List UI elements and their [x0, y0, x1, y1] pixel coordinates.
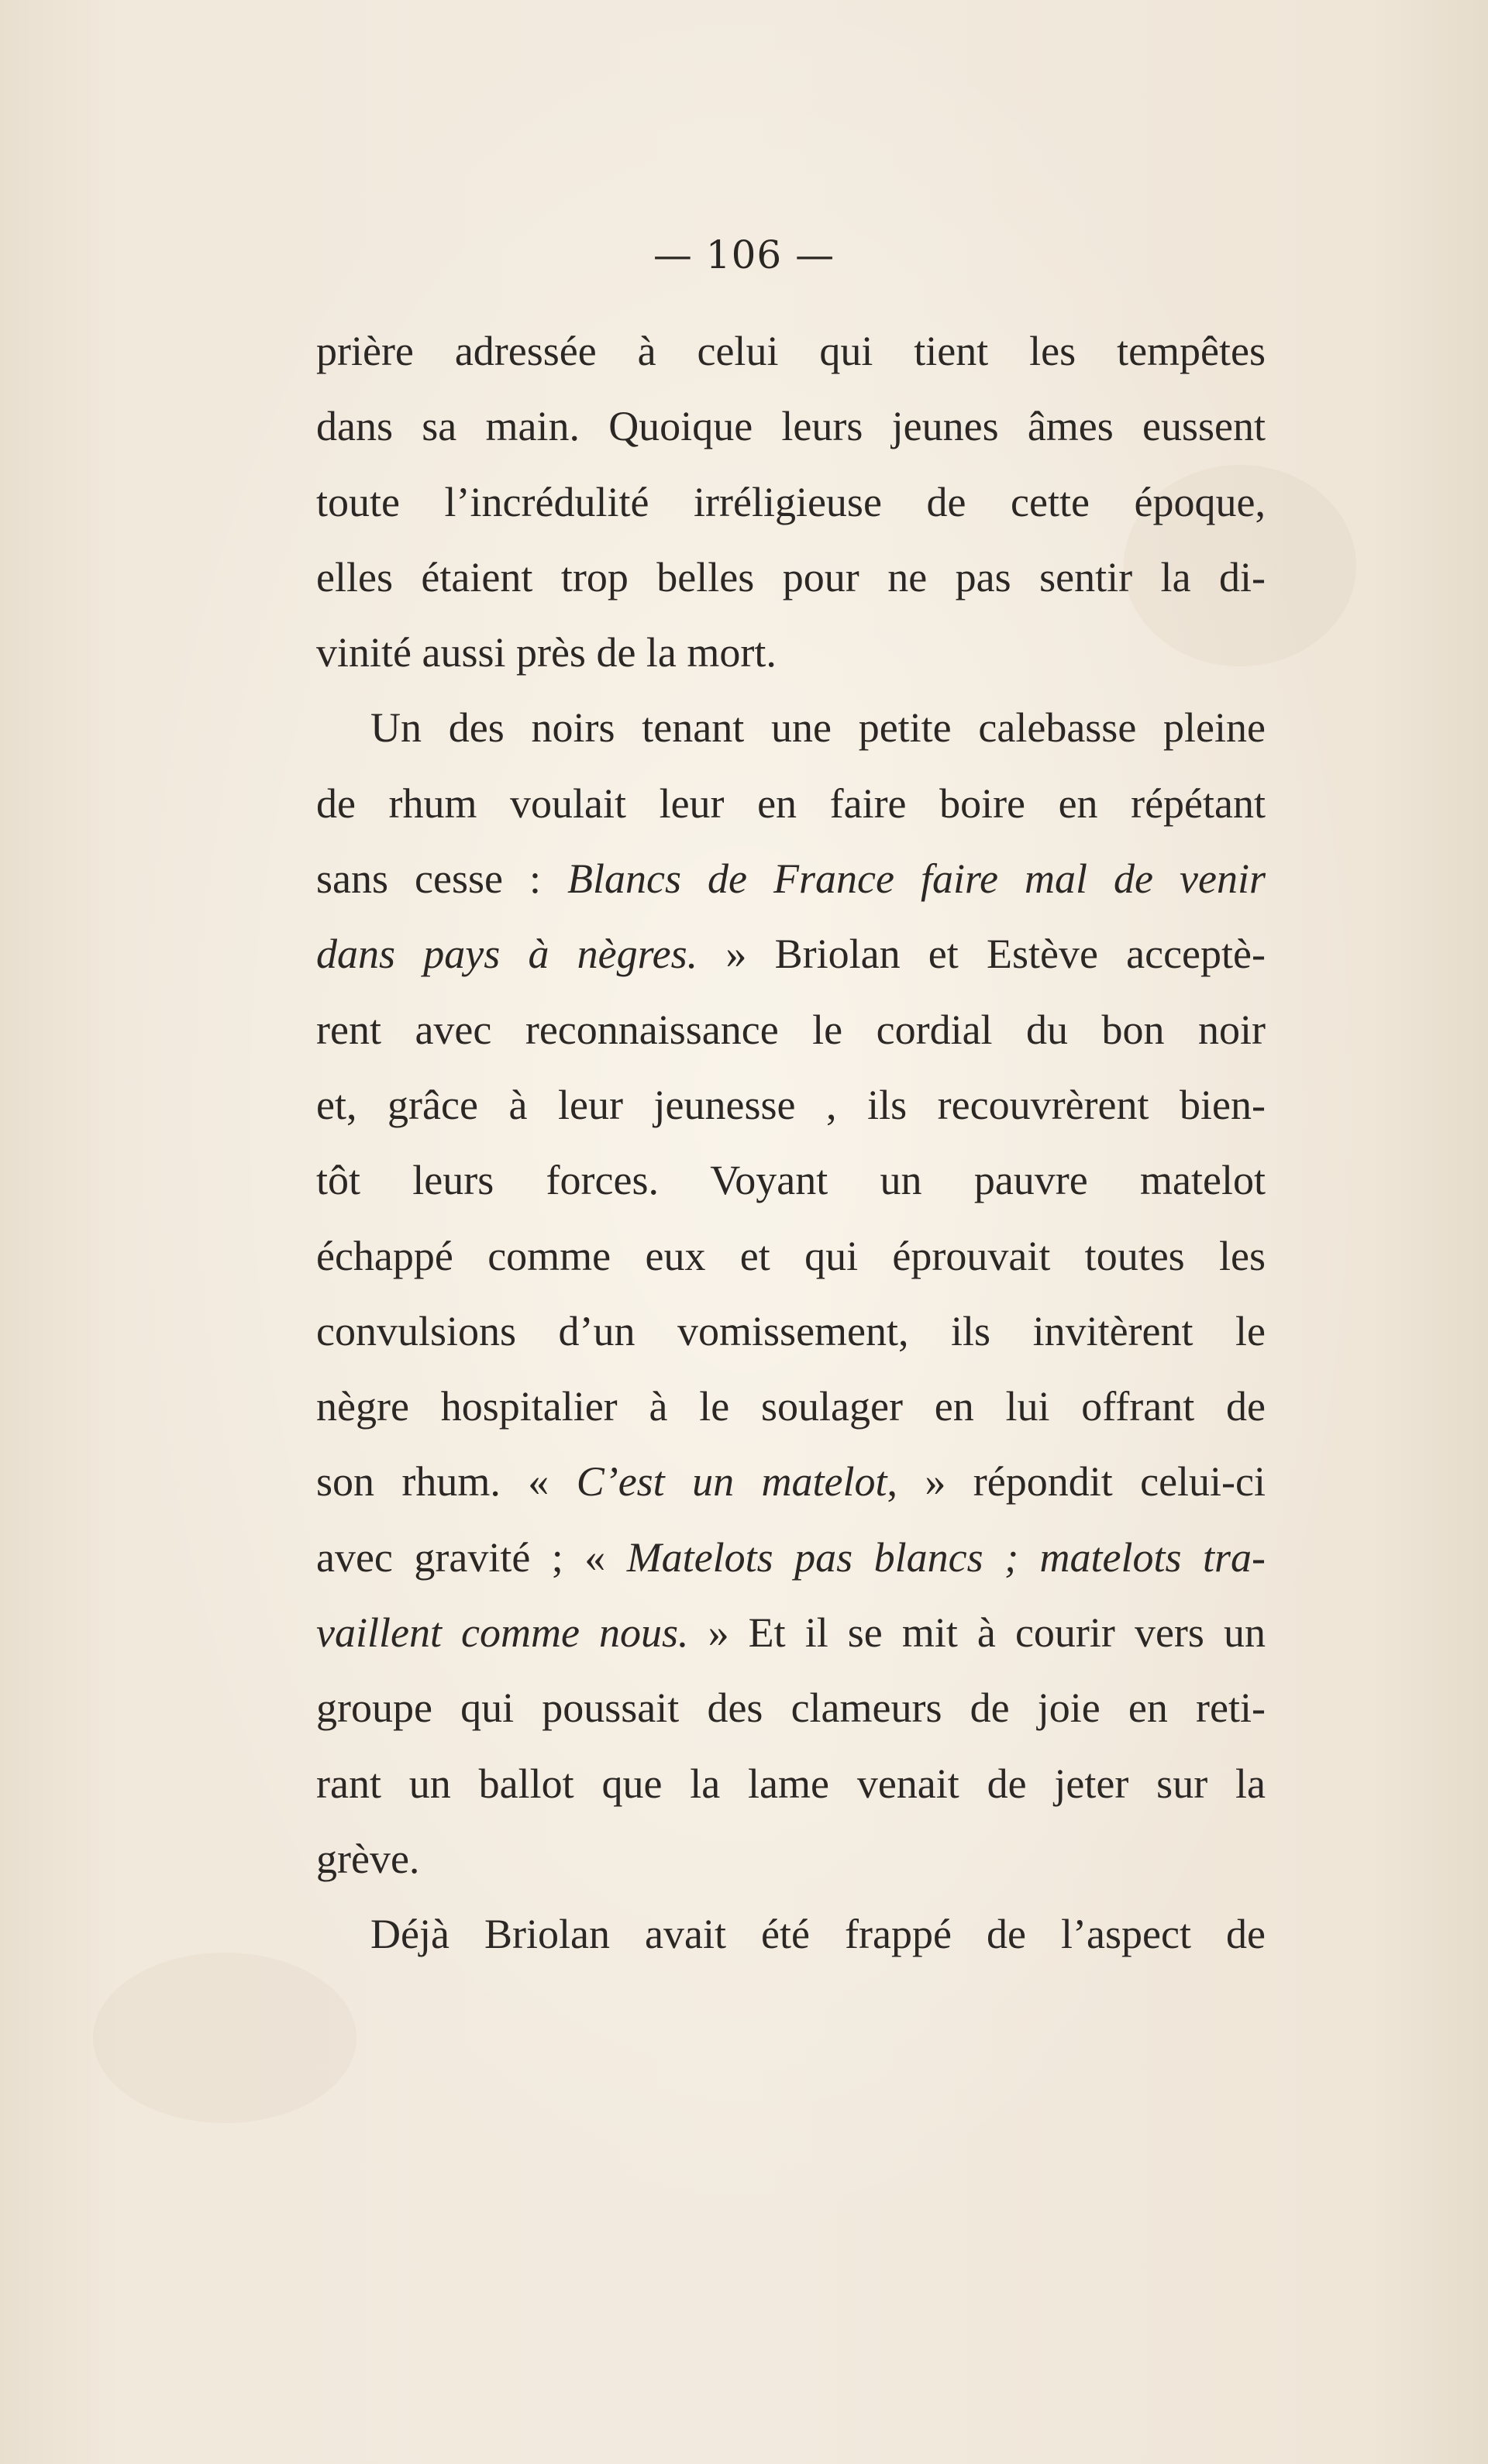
italic-text: dans pays à nègres. — [316, 931, 698, 978]
text-line — [316, 1068, 1266, 1143]
text-line — [316, 1444, 1266, 1519]
text-run: rent avec reconnaissance le cordial du bon noir — [316, 1006, 1266, 1053]
text-run: échappé comme eux et qui éprouvait toutes les — [316, 1232, 1266, 1279]
text-run: sans cesse : — [316, 855, 568, 903]
text-line — [316, 841, 1266, 917]
text-run: toute l’incrédulité irréligieuse de cette époque, — [316, 478, 1266, 525]
text-run: nègre hospitalier à le soulager en lui offrant de — [316, 1383, 1266, 1430]
text-line — [316, 1746, 1266, 1822]
text-run: tôt leurs forces. Voyant un pauvre matelot — [316, 1157, 1266, 1204]
text-line — [316, 1143, 1266, 1218]
italic-text: Blancs de France faire mal de venir — [567, 855, 1266, 903]
text-run: » Briolan et Estève acceptè- — [698, 931, 1266, 978]
text-line — [316, 1595, 1266, 1671]
text-line — [316, 766, 1266, 841]
text-run: rant un ballot que la lame venait de jeter sur la — [316, 1760, 1266, 1807]
text-line — [316, 917, 1266, 992]
text-run: convulsions d’un vomissement, ils invitèrent le — [316, 1307, 1266, 1354]
text-line — [316, 993, 1266, 1068]
text-line — [316, 615, 1266, 690]
text-run: vinité aussi près de la mort. — [316, 629, 777, 676]
body-text — [316, 314, 1266, 1973]
text-line — [316, 1671, 1266, 1746]
text-line — [316, 1822, 1266, 1897]
text-line — [316, 389, 1266, 464]
italic-text: vaillent comme nous. — [316, 1609, 689, 1657]
text-run: prière adressée à celui qui tient les tempêtes — [316, 328, 1266, 374]
text-line — [316, 1294, 1266, 1369]
text-line — [316, 540, 1266, 615]
text-line — [316, 1520, 1266, 1595]
text-run: et, grâce à leur jeunesse , ils recouvrèrent bien- — [316, 1081, 1266, 1128]
text-run: » Et il se mit à courir vers un — [688, 1609, 1266, 1657]
text-run: Déjà Briolan avait été frappé de l’aspect de — [370, 1911, 1266, 1958]
text-run: grève. — [316, 1835, 420, 1882]
text-line — [316, 1897, 1266, 1972]
text-run: Un des noirs tenant une petite calebasse pleine — [370, 704, 1266, 752]
text-run: son rhum. « — [316, 1458, 577, 1506]
text-run: dans sa main. Quoique leurs jeunes âmes eussent — [316, 403, 1266, 450]
text-run: de rhum voulait leur en faire boire en répétant — [316, 779, 1266, 827]
text-line — [316, 314, 1266, 389]
text-line — [316, 1219, 1266, 1294]
text-run: groupe qui poussait des clameurs de joie en reti- — [316, 1685, 1266, 1732]
italic-text: C’est un matelot — [576, 1458, 887, 1506]
text-line — [316, 690, 1266, 766]
text-run: , » répondit celui-ci — [887, 1458, 1266, 1506]
italic-text: Matelots pas blancs ; matelots tra- — [626, 1533, 1266, 1581]
page-number: — 106 — — [653, 232, 835, 277]
text-run: elles étaient trop belles pour ne pas sentir la di- — [316, 553, 1266, 601]
text-line — [316, 1369, 1266, 1444]
text-line — [316, 465, 1266, 540]
paper-stain — [93, 1953, 356, 2123]
text-run: avec gravité ; « — [316, 1533, 627, 1581]
